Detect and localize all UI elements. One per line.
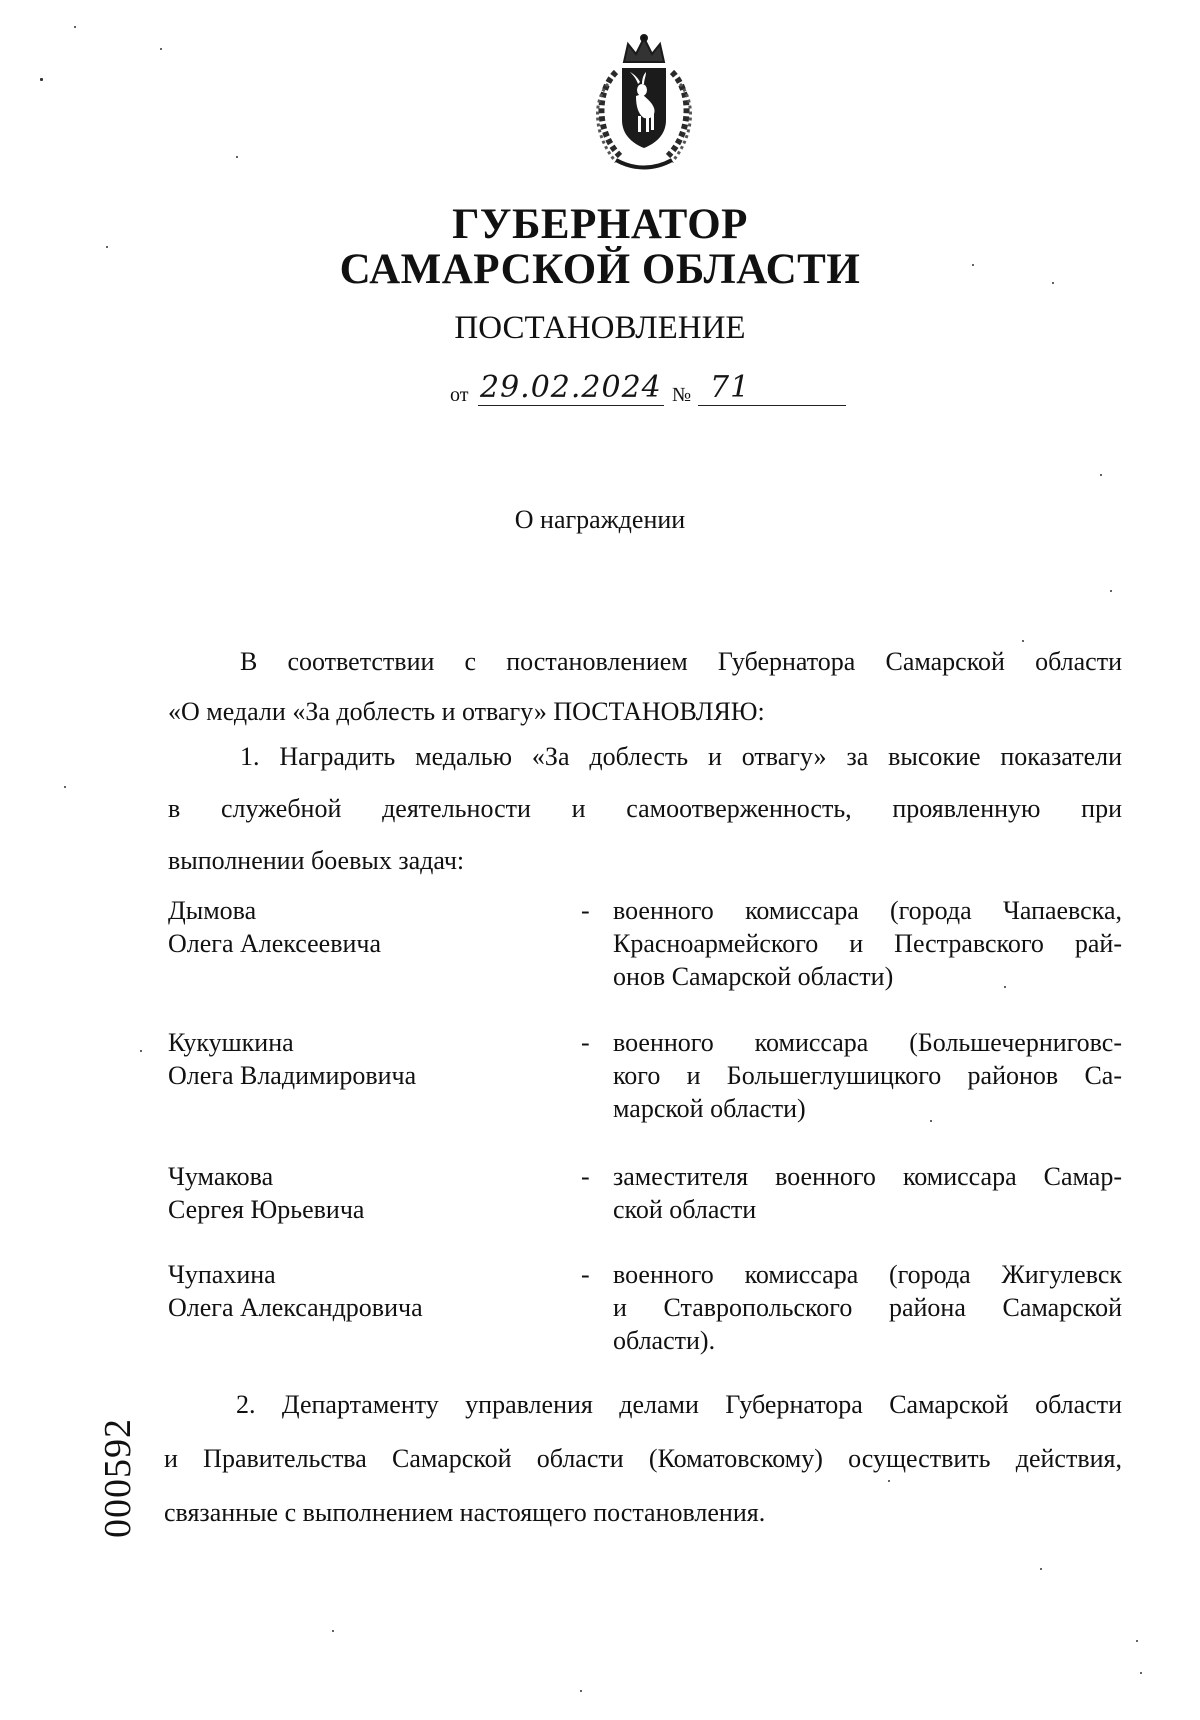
awardee-position (613, 894, 1122, 993)
position-line: ской области (613, 1195, 757, 1224)
intro-paragraph (168, 645, 1122, 745)
item-1-line: 1. Наградить медалью «За доблесть и отвагу» за высокие показатели (240, 742, 1122, 771)
awardee-given-names: Олега Александровича (168, 1293, 423, 1322)
position-line: Красноармейского и Пестравского рай- (613, 929, 1122, 958)
item-2-paragraph (164, 1388, 1122, 1550)
awardee-given-names: Олега Владимировича (168, 1061, 417, 1090)
awardee-position (613, 1160, 1122, 1226)
awardee-name (168, 1160, 568, 1226)
awardee-name (168, 894, 568, 960)
issuer-title-line2: САМАРСКОЙ ОБЛАСТИ (339, 246, 861, 293)
item-1-paragraph (168, 740, 1122, 896)
item-2-line: и Правительства Самарской области (Коматовскому) осуществить действия, (164, 1444, 1122, 1473)
awardee-position (613, 1258, 1122, 1357)
awardee-name (168, 1026, 568, 1092)
item-1-line: в служебной деятельности и самоотверженность, проявленную при (168, 794, 1122, 823)
awardee-given-names: Сергея Юрьевича (168, 1195, 365, 1224)
document-subject: О награждении (514, 505, 686, 534)
awardee-dash: - (581, 1260, 590, 1289)
awardee-surname: Дымова (168, 896, 257, 925)
number-underline (698, 405, 846, 406)
intro-line: В соответствии с постановлением Губернатора Самарской области (240, 647, 1122, 676)
handwritten-date: 29.02.2024 (480, 370, 662, 405)
awardee-surname: Кукушкина (168, 1028, 294, 1057)
awardee-name (168, 1258, 568, 1324)
position-line: военного комиссара (города Жигулевск (613, 1260, 1122, 1289)
position-line: военного комиссара (города Чапаевска, (613, 896, 1122, 925)
position-line: кого и Большеглушицкого районов Са- (613, 1061, 1122, 1090)
number-prefix: № (672, 384, 692, 406)
item-1-line: выполнении боевых задач: (168, 846, 465, 875)
awardee-surname: Чумакова (168, 1162, 274, 1191)
document-type: ПОСТАНОВЛЕНИЕ (454, 310, 746, 346)
date-number-line (450, 372, 850, 412)
position-line: марской области) (613, 1094, 806, 1123)
handwritten-number: 71 (710, 370, 751, 405)
intro-line: «О медали «За доблесть и отвагу» ПОСТАНОВЛЯЮ: (168, 697, 765, 726)
awardee-given-names: Олега Алексеевича (168, 929, 382, 958)
position-line: области). (613, 1326, 716, 1355)
serial-number: 000592 (97, 1418, 139, 1538)
awardee-dash: - (581, 1028, 590, 1057)
samara-coat-of-arms-icon (580, 32, 708, 172)
date-prefix: от (450, 384, 469, 406)
item-2-line: 2. Департаменту управления делами Губернатора Самарской области (236, 1390, 1122, 1419)
awardee-dash: - (581, 896, 590, 925)
item-2-line: связанные с выполнением настоящего постановления. (164, 1498, 766, 1527)
position-line: и Ставропольского района Самарской (613, 1293, 1122, 1322)
awardee-position (613, 1026, 1122, 1125)
position-line: заместителя военного комиссара Самар- (613, 1162, 1122, 1191)
awardee-surname: Чупахина (168, 1260, 276, 1289)
position-line: военного комиссара (Большечерниговс- (613, 1028, 1122, 1057)
date-underline (478, 405, 664, 406)
position-line: онов Самарской области) (613, 962, 894, 991)
issuer-title-line1: ГУБЕРНАТОР (452, 201, 748, 248)
awardee-dash: - (581, 1162, 590, 1191)
